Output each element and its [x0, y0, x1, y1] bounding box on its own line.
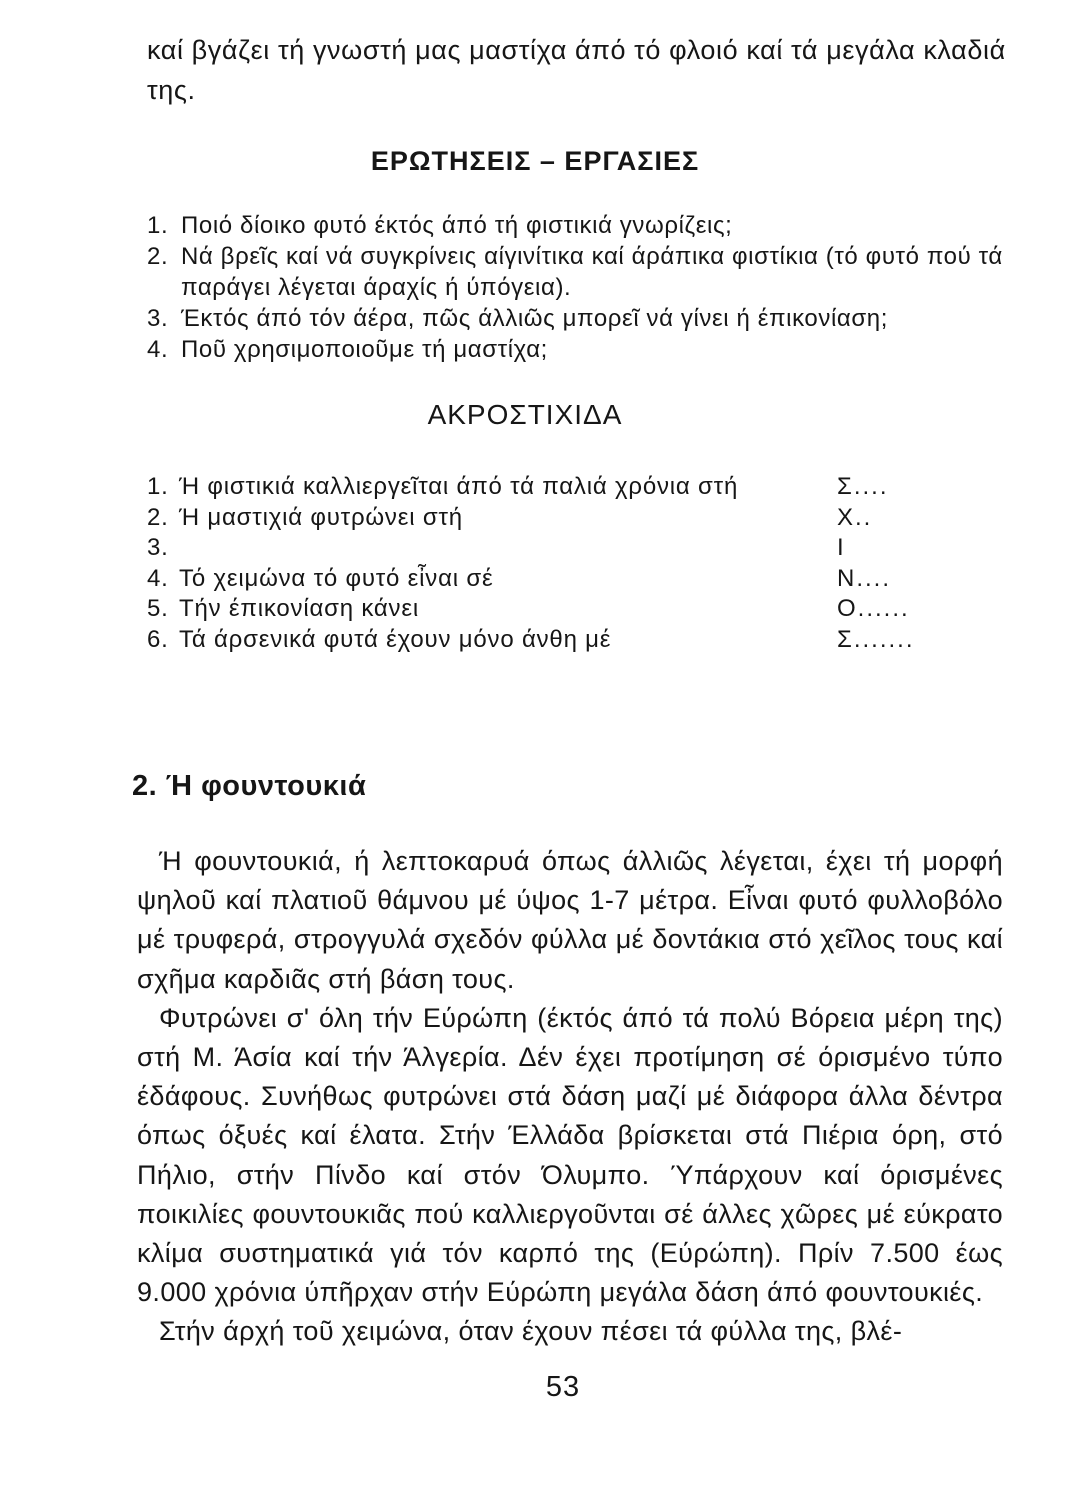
acrostic-item: 4. Τό χειμώνα τό φυτό εἶναι σέ Ν.... — [147, 564, 977, 595]
paragraph: Φυτρώνει σ' όλη τήν Εύρώπη (έκτός άπό τά πολύ Βόρεια μέρη της) στή Μ. Άσία καί τήν Άλγερία. Δέν έχει προτίμηση σέ όρισμένο τύπο έδάφους. Συνήθως φυτρώνει στά δάση μαζί μέ διάφορα άλλα δέντρα όπως όξυές καί έλατα. Στήν Έλλάδα βρίσκεται στά Πιέρια όρη, στό Πήλιο, στήν Πίνδο καί στόν Όλυμπο. Ύπάρχουν καί όρισμένες ποικιλίες φουντουκιᾶς πού καλλιεργοῦνται σέ άλλες χῶρες μέ εύκρατο κλίμα συστηματικά γιά τόν καρπό της (Εύρώπη). Πρίν 7.500 έως 9.000 χρόνια ύπῆρχαν στήν Εύρώπη μεγάλα δάση άπό φουντουκιές. — [137, 1002, 1003, 1308]
paragraph: Στήν άρχή τοῦ χειμώνα, όταν έχουν πέσει τά φύλλα της, βλέ- — [159, 1316, 903, 1347]
acrostic-answer: Ι — [837, 534, 846, 561]
paragraph: Ή φουντουκιά, ή λεπτοκαρυά όπως άλλιῶς λέγεται, έχει τή μορφή ψηλοῦ καί πλατιοῦ θάμνου μέ ύψος 1-7 μέτρα. Εἶναι φυτό φυλλοβόλο μέ τρυφερά, στρογγυλά σχεδόν φύλλα μέ δοντάκια στό χεῖλος τους καί σχῆμα καρδιᾶς στή βάση τους. — [137, 846, 1003, 994]
intro-text: καί βγάζει τή γνωστή μας μαστίχα άπό τό φλοιό καί τά μεγάλα κλαδιά της. — [147, 35, 1006, 105]
acrostic-answer: Ο...... — [837, 595, 910, 622]
question-item: 1. Ποιό δίοικο φυτό έκτός άπό τή φιστικιά γνωρίζεις; — [147, 212, 733, 239]
acrostic-answer: Σ.... — [837, 473, 889, 500]
questions-heading: ΕΡΩΤΗΣΕΙΣ – ΕΡΓΑΣΙΕΣ — [370, 146, 700, 176]
acrostic-item: 5. Τήν έπικονίαση κάνει Ο...... — [147, 594, 977, 625]
acrostic-item: 2. Ή μαστιχιά φυτρώνει στή Χ.. — [147, 503, 977, 534]
section-title: 2. Ή φουντουκιά — [132, 770, 367, 802]
page-number: 53 — [545, 1371, 581, 1403]
acrostic-heading: ΑΚΡΟΣΤΙΧΙΔΑ — [427, 399, 623, 430]
acrostic-item: 1. Ή φιστικιά καλλιεργεῖται άπό τά παλιά χρόνια στή Σ.... — [147, 472, 977, 503]
question-item: 4. Ποῦ χρησιμοποιοῦμε τή μαστίχα; — [147, 336, 548, 363]
section-body — [137, 842, 1003, 1352]
acrostic-answer: Χ.. — [837, 503, 873, 531]
acrostic-list — [147, 472, 977, 655]
questions-list — [147, 210, 1017, 365]
acrostic-item: 3. Ι — [147, 533, 977, 564]
acrostic-answer: Σ....... — [837, 625, 915, 653]
question-item: 3. Έκτός άπό τόν άέρα, πῶς άλλιῶς μπορεῖ νά γίνει ή έπικονίαση; — [147, 305, 888, 332]
acrostic-item: 6. Τά άρσενικά φυτά έχουν μόνο άνθη μέ Σ....... — [147, 625, 977, 656]
question-item: 2. Νά βρεῖς καί νά συγκρίνεις αίγινίτικα καί άράπικα φιστίκια (τό φυτό πού τά παράγει λέγεται άραχίς ή ύπόγεια). — [147, 243, 1003, 301]
acrostic-answer: Ν.... — [837, 564, 892, 592]
